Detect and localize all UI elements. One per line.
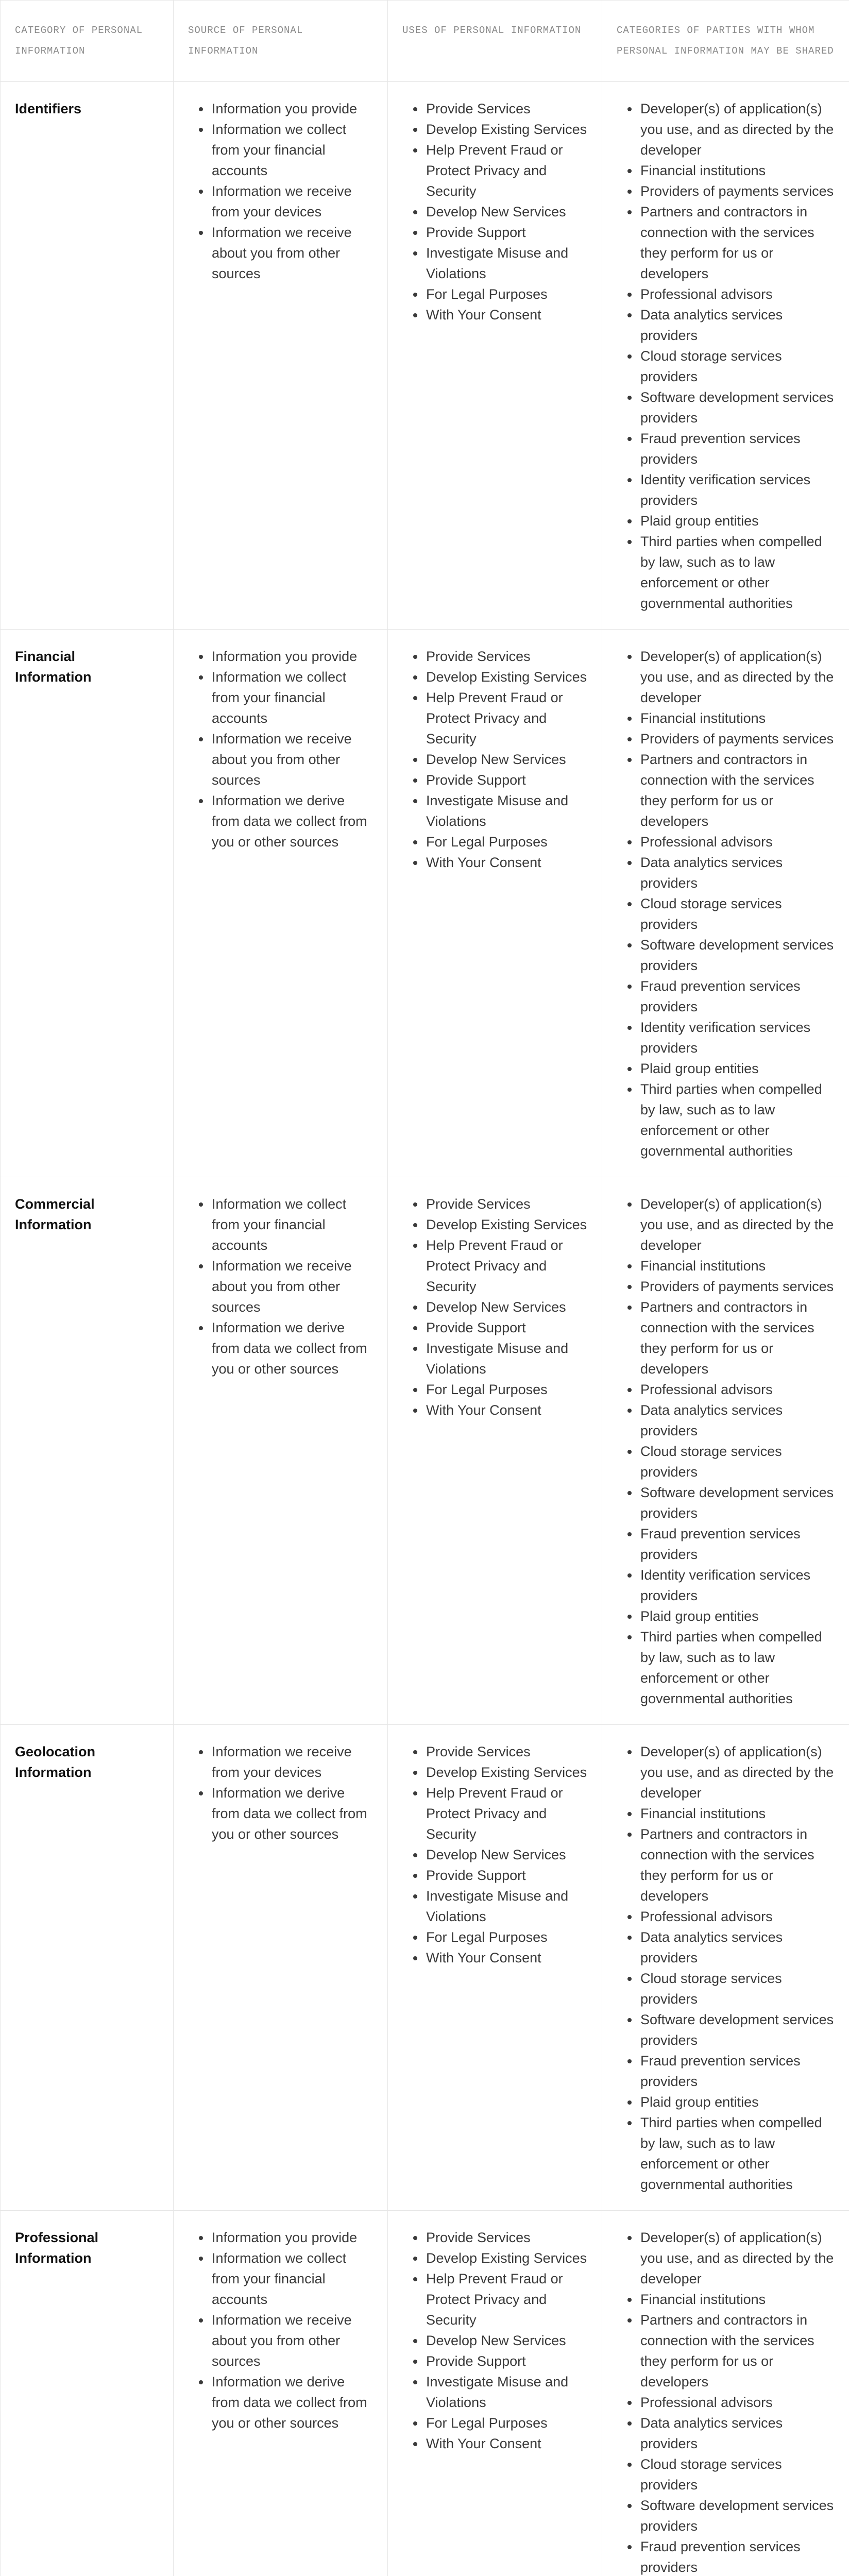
source-list-item: • Information you provide (211, 98, 373, 119)
use-list-item: • For Legal Purposes (425, 284, 587, 304)
use-list-item: • Help Prevent Fraud or Protect Privacy and Security (425, 1235, 587, 1297)
party-list-item: • Developer(s) of application(s) you use, and as directed by the developer (639, 1741, 835, 1803)
source-list-item: • Information you provide (211, 2227, 373, 2248)
party-list-item: • Fraud prevention services providers (639, 2536, 835, 2576)
party-list-item: • Plaid group entities (639, 1606, 835, 1626)
use-list-item: • Provide Services (425, 1741, 587, 1762)
table-header-row (1, 1, 849, 82)
source-cell (174, 630, 388, 1177)
use-list-item: • Develop New Services (425, 2330, 587, 2351)
party-list-item: • Identity verification services providers (639, 469, 835, 511)
use-list-item: • For Legal Purposes (425, 832, 587, 852)
use-cell (388, 2211, 602, 2576)
category-cell (1, 630, 174, 1177)
party-list (617, 1741, 835, 2195)
category-label: Financial Information (15, 649, 92, 685)
use-list-item: • Develop New Services (425, 1297, 587, 1317)
use-list-item: • With Your Consent (425, 2433, 587, 2454)
party-list (617, 1194, 835, 1709)
party-list-item: • Cloud storage services providers (639, 1968, 835, 2009)
use-list (402, 98, 587, 325)
party-list-item: • Plaid group entities (639, 511, 835, 531)
party-list-item: • Cloud storage services providers (639, 346, 835, 387)
use-list-item: • Investigate Misuse and Violations (425, 1338, 587, 1379)
source-list-item: • Information you provide (211, 646, 373, 667)
use-cell (388, 1725, 602, 2211)
use-list-item: • Develop New Services (425, 749, 587, 770)
header-source: SOURCE OF PERSONAL INFORMATION (174, 1, 388, 82)
source-list-item: • Information we derive from data we collect from you or other sources (211, 2371, 373, 2433)
use-list-item: • Provide Services (425, 1194, 587, 1214)
party-list-item: • Cloud storage services providers (639, 893, 835, 935)
party-list-item: • Developer(s) of application(s) you use, and as directed by the developer (639, 1194, 835, 1256)
category-label: Commercial Information (15, 1196, 95, 1232)
use-list (402, 1741, 587, 1968)
party-list-item: • Professional advisors (639, 284, 835, 304)
party-list-item: • Financial institutions (639, 1256, 835, 1276)
party-list-item: • Software development services providers (639, 935, 835, 976)
party-list-item: • Professional advisors (639, 832, 835, 852)
source-list-item: • Information we receive from your devices (211, 1741, 373, 1783)
party-list-item: • Partners and contractors in connection with the services they perform for us or developers (639, 1297, 835, 1379)
party-list (617, 646, 835, 1161)
party-list-item: • Fraud prevention services providers (639, 976, 835, 1017)
use-list-item: • Develop Existing Services (425, 1214, 587, 1235)
party-list-item: • Financial institutions (639, 160, 835, 181)
use-list-item: • Investigate Misuse and Violations (425, 2371, 587, 2413)
party-cell (602, 2211, 849, 2576)
use-list-item: • Provide Support (425, 1865, 587, 1886)
source-list (188, 1194, 373, 1379)
party-list-item: • Professional advisors (639, 2392, 835, 2413)
header-uses: USES OF PERSONAL INFORMATION (388, 1, 602, 82)
party-list-item: • Partners and contractors in connection with the services they perform for us or developers (639, 1824, 835, 1906)
use-list-item: • Help Prevent Fraud or Protect Privacy and Security (425, 140, 587, 201)
party-cell (602, 1725, 849, 2211)
party-list-item: • Cloud storage services providers (639, 2454, 835, 2495)
use-list-item: • Investigate Misuse and Violations (425, 1886, 587, 1927)
source-list-item: • Information we receive about you from other sources (211, 2310, 373, 2371)
party-list-item: • Plaid group entities (639, 2092, 835, 2112)
use-list-item: • For Legal Purposes (425, 1379, 587, 1400)
party-list-item: • Professional advisors (639, 1379, 835, 1400)
use-list-item: • Provide Services (425, 646, 587, 667)
party-list-item: • Partners and contractors in connection with the services they perform for us or developers (639, 2310, 835, 2392)
use-list (402, 2227, 587, 2454)
use-list-item: • Develop Existing Services (425, 1762, 587, 1783)
party-list-item: • Plaid group entities (639, 1058, 835, 1079)
use-list (402, 1194, 587, 1420)
source-list (188, 98, 373, 284)
use-list-item: • Develop New Services (425, 201, 587, 222)
use-list-item: • Develop Existing Services (425, 667, 587, 687)
party-list-item: • Identity verification services providers (639, 1017, 835, 1058)
category-cell (1, 2211, 174, 2576)
use-list-item: • Provide Support (425, 770, 587, 790)
party-list-item: • Third parties when compelled by law, such as to law enforcement or other governmental authorities (639, 531, 835, 614)
use-list-item: • For Legal Purposes (425, 1927, 587, 1947)
header-parties: CATEGORIES OF PARTIES WITH WHOM PERSONAL INFORMATION MAY BE SHARED (602, 1, 849, 82)
party-list-item: • Data analytics services providers (639, 2413, 835, 2454)
source-list-item: • Information we collect from your financial accounts (211, 667, 373, 728)
use-list-item: • Investigate Misuse and Violations (425, 243, 587, 284)
source-list (188, 1741, 373, 1844)
use-cell (388, 630, 602, 1177)
category-cell (1, 1725, 174, 2211)
source-list-item: • Information we receive about you from other sources (211, 728, 373, 790)
party-list-item: • Software development services providers (639, 1482, 835, 1523)
use-list-item: • Develop Existing Services (425, 2248, 587, 2268)
source-cell (174, 1725, 388, 2211)
source-list-item: • Information we receive about you from other sources (211, 1256, 373, 1317)
party-list-item: • Cloud storage services providers (639, 1441, 835, 1482)
source-list-item: • Information we receive from your devices (211, 181, 373, 222)
source-list (188, 646, 373, 852)
use-list-item: • For Legal Purposes (425, 2413, 587, 2433)
use-list-item: • With Your Consent (425, 1400, 587, 1420)
party-list-item: • Software development services providers (639, 2009, 835, 2050)
party-list-item: • Data analytics services providers (639, 304, 835, 346)
party-list-item: • Financial institutions (639, 2289, 835, 2310)
use-list (402, 646, 587, 873)
party-list-item: • Software development services providers (639, 2495, 835, 2536)
use-cell (388, 82, 602, 630)
party-list (617, 2227, 835, 2576)
party-list-item: • Data analytics services providers (639, 1927, 835, 1968)
party-list-item: • Financial institutions (639, 708, 835, 728)
use-list-item: • Provide Services (425, 2227, 587, 2248)
header-category: CATEGORY OF PERSONAL INFORMATION (1, 1, 174, 82)
table-row (1, 2211, 849, 2576)
category-cell (1, 1177, 174, 1725)
party-list-item: • Financial institutions (639, 1803, 835, 1824)
party-cell (602, 82, 849, 630)
source-list-item: • Information we collect from your financial accounts (211, 1194, 373, 1256)
use-list-item: • Develop New Services (425, 1844, 587, 1865)
party-cell (602, 630, 849, 1177)
use-list-item: • Help Prevent Fraud or Protect Privacy and Security (425, 687, 587, 749)
source-list-item: • Information we collect from your financial accounts (211, 119, 373, 181)
party-list-item: • Partners and contractors in connection with the services they perform for us or developers (639, 201, 835, 284)
party-list-item: • Data analytics services providers (639, 1400, 835, 1441)
party-list-item: • Providers of payments services (639, 1276, 835, 1297)
use-list-item: • Provide Support (425, 1317, 587, 1338)
category-label: Identifiers (15, 101, 82, 116)
party-list-item: • Fraud prevention services providers (639, 1523, 835, 1565)
use-list-item: • Provide Support (425, 2351, 587, 2371)
party-list-item: • Developer(s) of application(s) you use, and as directed by the developer (639, 2227, 835, 2289)
use-list-item: • Help Prevent Fraud or Protect Privacy and Security (425, 1783, 587, 1844)
table-row (1, 630, 849, 1177)
party-list-item: • Third parties when compelled by law, such as to law enforcement or other governmental authorities (639, 1626, 835, 1709)
use-list-item: • Investigate Misuse and Violations (425, 790, 587, 832)
source-list-item: • Information we collect from your financial accounts (211, 2248, 373, 2310)
source-list-item: • Information we receive about you from other sources (211, 222, 373, 284)
source-list-item: • Information we derive from data we collect from you or other sources (211, 1317, 373, 1379)
use-list-item: • Help Prevent Fraud or Protect Privacy and Security (425, 2268, 587, 2330)
party-list-item: • Third parties when compelled by law, such as to law enforcement or other governmental authorities (639, 1079, 835, 1161)
party-cell (602, 1177, 849, 1725)
use-cell (388, 1177, 602, 1725)
party-list-item: • Software development services providers (639, 387, 835, 428)
source-cell (174, 2211, 388, 2576)
table-row (1, 82, 849, 630)
party-list-item: • Third parties when compelled by law, such as to law enforcement or other governmental authorities (639, 2112, 835, 2195)
party-list-item: • Data analytics services providers (639, 852, 835, 893)
use-list-item: • With Your Consent (425, 304, 587, 325)
party-list-item: • Fraud prevention services providers (639, 2050, 835, 2092)
party-list-item: • Fraud prevention services providers (639, 428, 835, 469)
table-row (1, 1725, 849, 2211)
table-body (1, 82, 849, 2576)
party-list-item: • Partners and contractors in connection with the services they perform for us or developers (639, 749, 835, 832)
party-list-item: • Professional advisors (639, 1906, 835, 1927)
category-label: Professional Information (15, 2230, 99, 2266)
party-list-item: • Providers of payments services (639, 728, 835, 749)
source-cell (174, 1177, 388, 1725)
category-cell (1, 82, 174, 630)
category-label: Geolocation Information (15, 1744, 96, 1780)
source-list-item: • Information we derive from data we collect from you or other sources (211, 790, 373, 852)
use-list-item: • With Your Consent (425, 852, 587, 873)
source-cell (174, 82, 388, 630)
party-list-item: • Developer(s) of application(s) you use, and as directed by the developer (639, 646, 835, 708)
use-list-item: • Develop Existing Services (425, 119, 587, 140)
use-list-item: • With Your Consent (425, 1947, 587, 1968)
source-list-item: • Information we derive from data we collect from you or other sources (211, 1783, 373, 1844)
source-list (188, 2227, 373, 2433)
use-list-item: • Provide Services (425, 98, 587, 119)
party-list-item: • Identity verification services providers (639, 1565, 835, 1606)
use-list-item: • Provide Support (425, 222, 587, 243)
table-row (1, 1177, 849, 1725)
party-list-item: • Developer(s) of application(s) you use, and as directed by the developer (639, 98, 835, 160)
party-list (617, 98, 835, 614)
party-list-item: • Providers of payments services (639, 181, 835, 201)
